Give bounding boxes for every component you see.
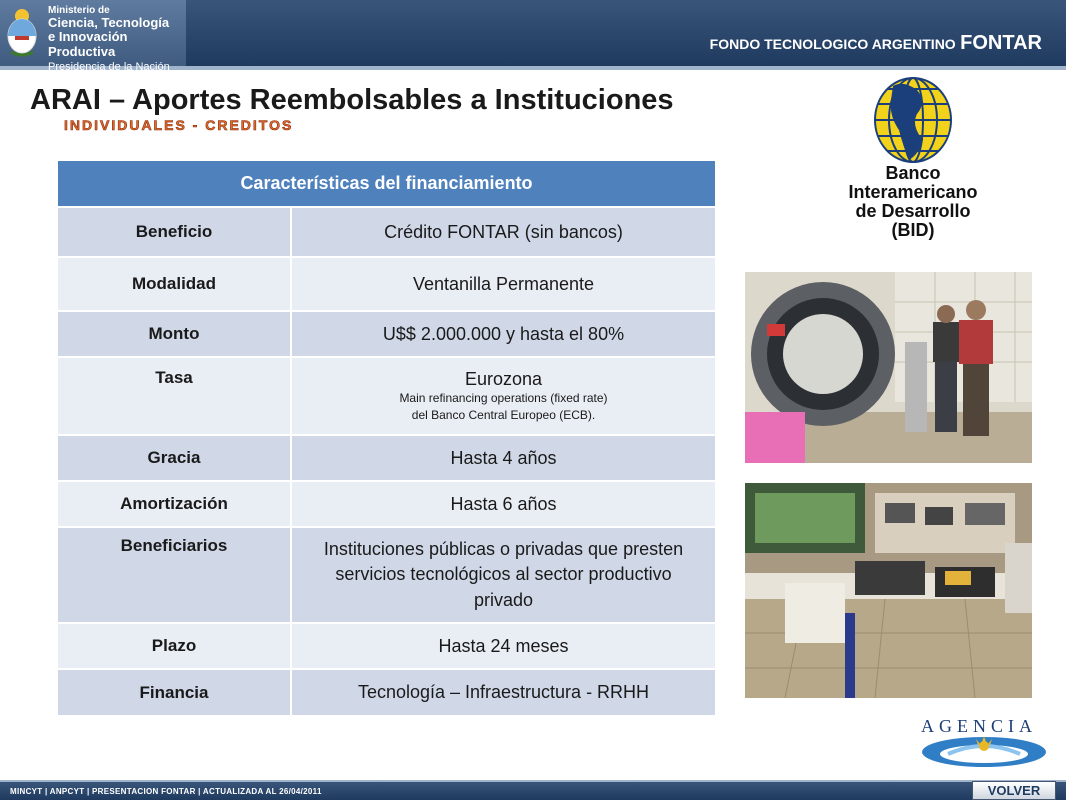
row-value: Crédito FONTAR (sin bancos) [291,207,715,257]
ministry-logo-box [0,0,186,73]
row-label: Beneficiarios [58,527,291,623]
laboratory-photo [745,483,1032,698]
tasa-note-line-1: Main refinancing operations (fixed rate) [399,391,608,406]
table-header-row [58,161,715,207]
table-row [58,527,715,623]
ministry-line-2: Ciencia, Tecnología [48,15,170,30]
bid-line-1: Banco [885,163,941,183]
financing-table [58,161,715,715]
table-row [58,357,715,435]
row-value: Ventanilla Permanente [291,257,715,311]
table-row [58,623,715,669]
fund-title [710,32,1042,55]
row-label: Financia [58,669,291,715]
ministry-line-4: Presidencia de la Nación [48,60,170,73]
row-label: Modalidad [58,257,291,311]
agencia-logo-text: AGENCIA [921,716,1037,736]
page-title: ARAI – Aportes Reembolsables a Instituciones [30,84,674,116]
bid-line-2: Interamericano [848,181,978,202]
bid-line-4: (BID) [891,219,935,240]
agencia-sun-logo [918,734,1050,770]
row-value [291,357,715,435]
table-row [58,207,715,257]
table-row [58,311,715,357]
ministry-line-3: e Innovación Productiva [48,29,128,59]
table-row [58,669,715,715]
row-value: Hasta 4 años [291,435,715,481]
bid-line-3: de Desarrollo [855,200,971,221]
page-subtitle: INDIVIDUALES - CREDITOS [64,117,294,133]
ministry-name [48,5,186,73]
row-label: Amortización [58,481,291,527]
table-row [58,481,715,527]
row-label: Tasa [58,357,291,435]
tasa-value: Eurozona [464,369,543,390]
row-value: Instituciones públicas o privadas que presten servicios tecnológicos al sector productivo privado [291,527,715,623]
table-row [58,435,715,481]
tasa-note-line-2: del Banco Central Europeo (ECB). [411,407,596,422]
row-value: Hasta 24 meses [291,623,715,669]
ministry-line-1: Ministerio de [48,5,110,16]
row-value: Hasta 6 años [291,481,715,527]
footer-bar [0,780,1066,800]
row-label: Beneficio [58,207,291,257]
fund-title-acronym: FONTAR [960,32,1042,54]
footer-text: MINCYT | ANPCYT | PRESENTACION FONTAR | ACTUALIZADA AL 26/04/2011 [10,787,322,796]
row-value: Tecnología – Infraestructura - RRHH [291,669,715,715]
back-button[interactable]: VOLVER [972,781,1056,800]
row-label: Monto [58,311,291,357]
bid-logo-text [828,164,998,240]
equipment-photo [745,272,1032,463]
argentina-shield-icon [5,6,39,58]
row-label: Plazo [58,623,291,669]
table-header: Características del financiamiento [58,161,715,207]
table-row [58,257,715,311]
fund-title-prefix: FONDO TECNOLOGICO ARGENTINO [709,36,956,52]
row-label: Gracia [58,435,291,481]
row-value: U$$ 2.000.000 y hasta el 80% [291,311,715,357]
